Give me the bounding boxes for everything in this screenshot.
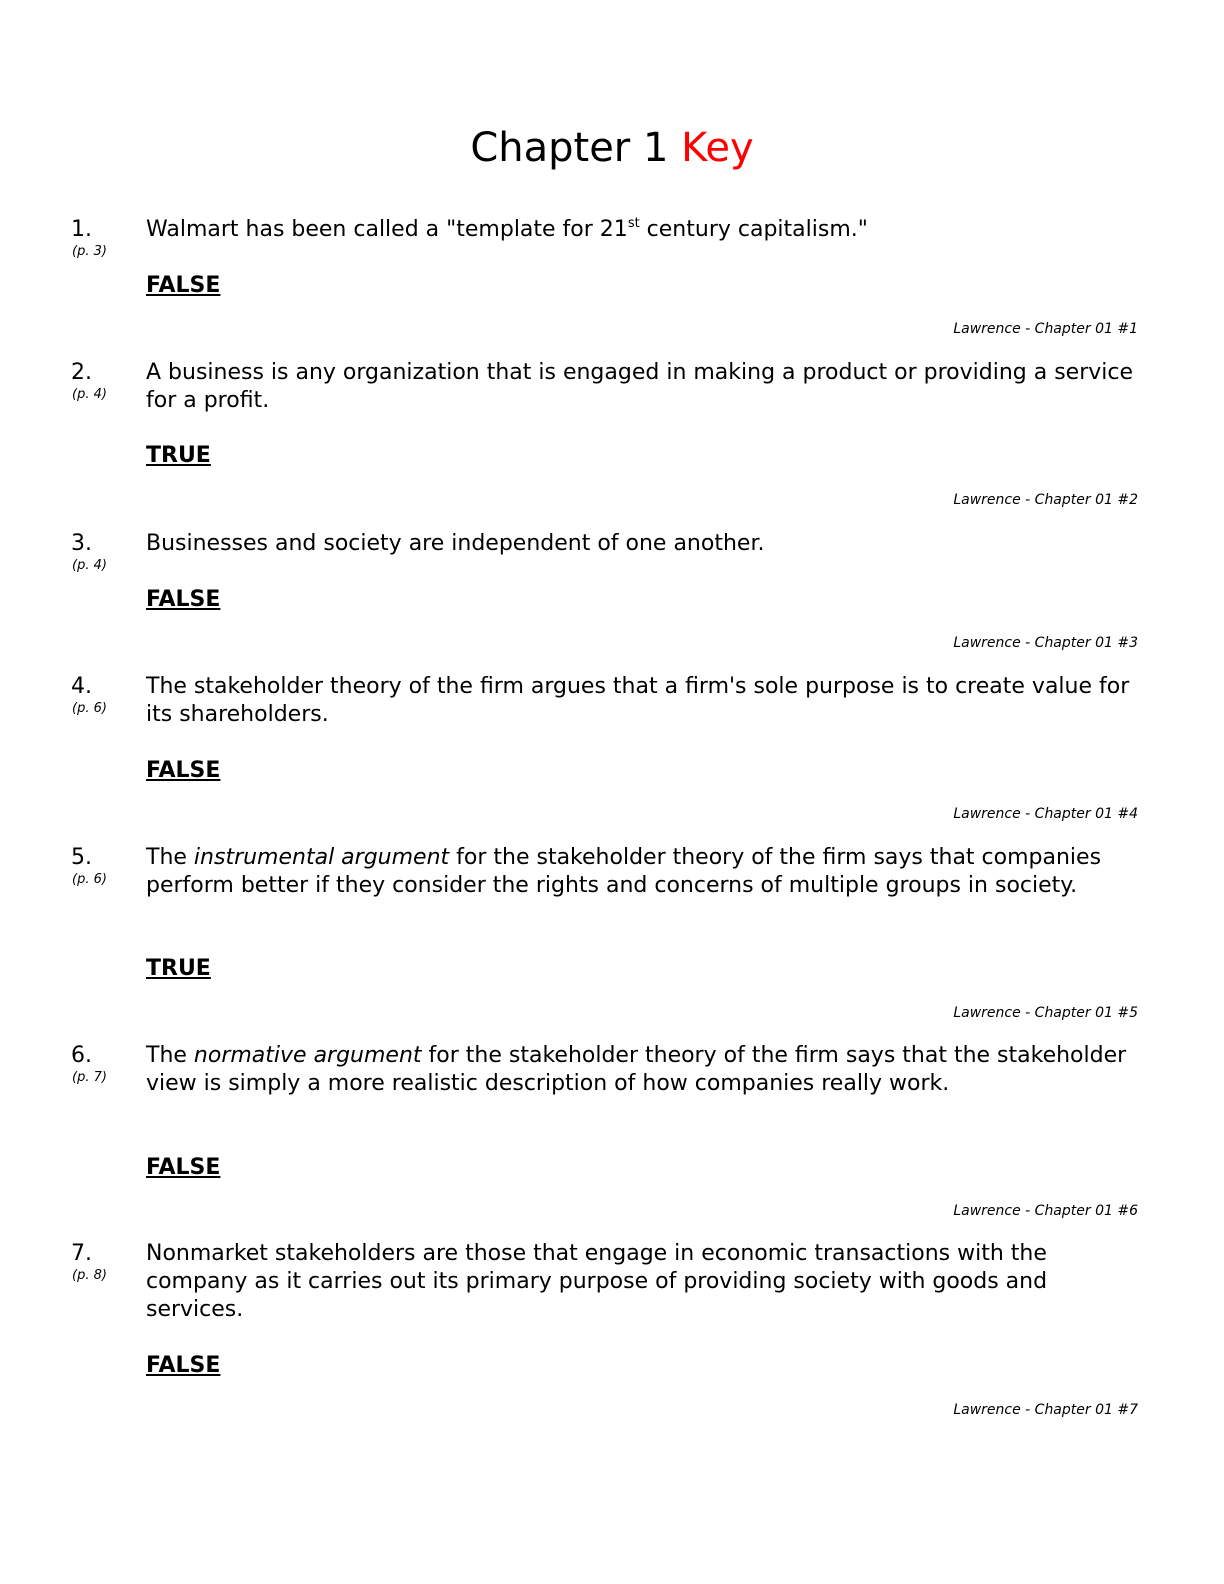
superscript: st [627,216,640,231]
answer-label: TRUE [146,443,211,468]
answer-label: TRUE [146,956,211,981]
question-text: Walmart has been called a "template for 21st century capitalism." [146,216,868,242]
question-number: 3. [71,531,92,556]
question-number: 6. [71,1043,92,1068]
question-page-ref: (p. 6) [72,701,107,716]
question-page-ref: (p. 4) [72,387,107,402]
question-number: 1. [71,217,92,242]
title-key: Key [681,125,754,171]
question-text: The normative argument for the stakeholder theory of the firm says that the stakeholder view is simply a more realistic description of how companies really work. [146,1043,1127,1096]
answer-label: FALSE [146,758,221,783]
question-text: Nonmarket stakeholders are those that engage in economic transactions with the company as it carries out its primary purpose of providing society with goods and services. [146,1241,1048,1322]
source-reference: Lawrence - Chapter 01 #2 [953,492,1138,508]
source-reference: Lawrence - Chapter 01 #6 [953,1203,1138,1219]
question-number: 7. [71,1241,92,1266]
question-number: 2. [71,360,92,385]
source-reference: Lawrence - Chapter 01 #5 [953,1005,1138,1021]
answer-label: FALSE [146,273,221,298]
question-page-ref: (p. 6) [72,872,107,887]
question-text: A business is any organization that is engaged in making a product or providing a service for a profit. [146,360,1134,413]
italic-term: instrumental argument [193,845,450,870]
page-title [0,122,1224,174]
answer-label: FALSE [146,587,221,612]
question-page-ref: (p. 7) [72,1070,107,1085]
question-text: Businesses and society are independent of one another. [146,531,765,556]
source-reference: Lawrence - Chapter 01 #1 [953,321,1138,337]
source-reference: Lawrence - Chapter 01 #7 [953,1402,1138,1418]
answer-label: FALSE [146,1155,221,1180]
question-page-ref: (p. 4) [72,558,107,573]
italic-term: normative argument [193,1043,422,1068]
question-number: 5. [71,845,92,870]
question-number: 4. [71,674,92,699]
title-main: Chapter 1 [470,125,669,171]
source-reference: Lawrence - Chapter 01 #4 [953,806,1138,822]
answer-label: FALSE [146,1353,221,1378]
question-page-ref: (p. 8) [72,1268,107,1283]
question-page-ref: (p. 3) [72,244,107,259]
question-text: The instrumental argument for the stakeholder theory of the firm says that companies perform better if they consider the rights and concerns of multiple groups in society. [146,845,1102,898]
question-text: The stakeholder theory of the firm argues that a firm's sole purpose is to create value for its shareholders. [146,674,1130,727]
source-reference: Lawrence - Chapter 01 #3 [953,635,1138,651]
